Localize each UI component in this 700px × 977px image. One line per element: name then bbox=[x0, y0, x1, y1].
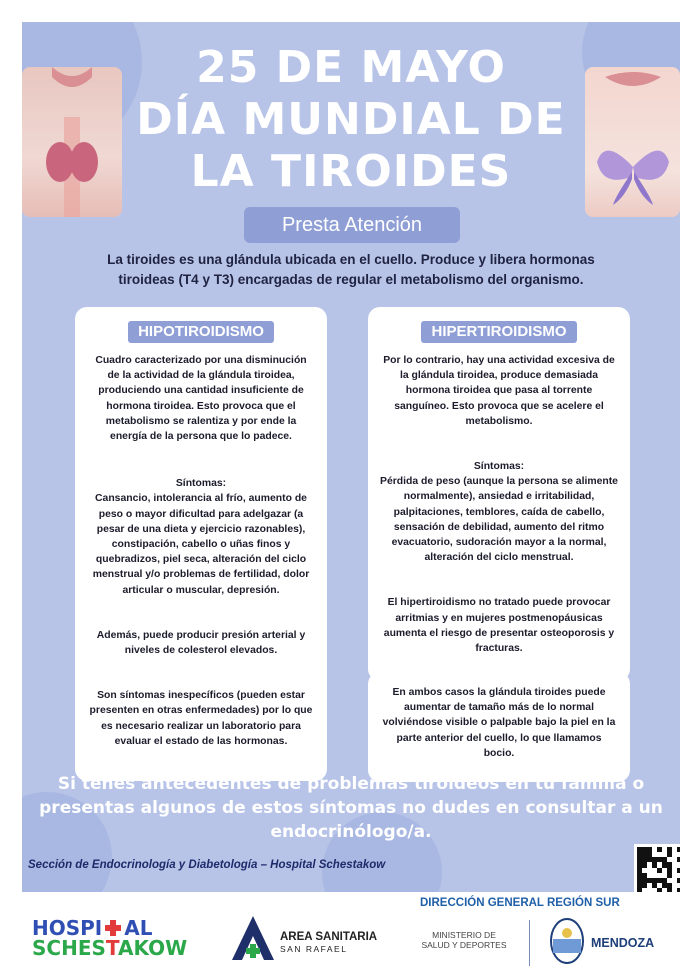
title-line: 25 DE MAYO bbox=[196, 42, 506, 93]
card-text: En ambos casos la glándula tiroides puede aumentar de tamaño más de lo normal volviéndose visible o palpable bajo la piel en la parte anterior del cuello, lo que llamamos bocio. bbox=[382, 687, 616, 759]
card-heading: HIPERTIROIDISMO bbox=[421, 321, 576, 343]
area-subtitle: SAN RAFAEL bbox=[280, 944, 348, 954]
title-line: DÍA MUNDIAL DE bbox=[136, 94, 566, 145]
card-description: Por lo contrario, hay una actividad excesiva de la glándula tiroidea, produce demasiada hormona tiroidea que pasa al torrente sanguíneo. Esto provoca que se acelere el metabolismo. bbox=[383, 355, 615, 427]
ministerio-line: SALUD Y DEPORTES bbox=[421, 940, 507, 950]
page-title bbox=[22, 42, 680, 198]
ministerio-label bbox=[418, 930, 510, 950]
attention-badge: Presta Atención bbox=[244, 207, 460, 243]
ministerio-line: MINISTERIO DE bbox=[432, 930, 496, 940]
hypothyroidism-card bbox=[75, 307, 327, 781]
divider bbox=[529, 920, 530, 966]
title-line: LA TIROIDES bbox=[190, 146, 512, 197]
hospital-logo: HOSPI AL SCHESTAKOW bbox=[32, 916, 188, 960]
region-title: DIRECCIÓN GENERAL REGIÓN SUR bbox=[420, 897, 620, 909]
area-sanitaria-logo bbox=[232, 916, 382, 962]
section-credit: Sección de Endocrinología y Diabetología – Hospital Schestakow bbox=[28, 859, 386, 871]
area-logo-icon bbox=[232, 916, 274, 960]
card-description: Cuadro caracterizado por una disminución de la actividad de la glándula tiroidea, produciendo una cantidad insuficiente de hormona tiroidea. Esto provoca que el metabolismo se ralentiza y por ende la energía de la persona que lo padece. bbox=[95, 355, 307, 443]
hyperthyroidism-card bbox=[368, 307, 630, 681]
hospital-logo-text: SCHES bbox=[32, 936, 106, 960]
symptoms-label: Síntomas: bbox=[473, 461, 525, 473]
symptoms-text: Cansancio, intolerancia al frío, aumento de peso o mayor dificultad para adelgazar (a pesar de una dieta y ejercicio razonables), constipación, cabello o uñas finos y quebradizos, piel seca, alteración del ciclo menstrual y/o problemas de fertilidad, dolor articular o muscular, depresión. bbox=[92, 493, 310, 596]
qr-code[interactable] bbox=[634, 844, 680, 892]
card-extra: El hipertiroidismo no tratado puede provocar arritmias y en mujeres postmenopáusicas aumenta el riesgo de presentar osteoporosis y fracturas. bbox=[383, 597, 615, 655]
hospital-logo-text: HOSPI bbox=[32, 916, 103, 940]
card-heading: HIPOTIROIDISMO bbox=[128, 321, 274, 343]
intro-text: La tiroides es una glándula ubicada en el cuello. Produce y libera hormonas tiroideas (T4 y T3) encargadas de regular el metabolismo del organismo. bbox=[107, 252, 595, 287]
hospital-logo-text: AL bbox=[124, 916, 153, 940]
hospital-logo-text: AKOW bbox=[117, 936, 188, 960]
goiter-card bbox=[368, 672, 630, 782]
poster bbox=[22, 22, 680, 892]
symptoms-text: Pérdida de peso (aunque la persona se alimente normalmente), ansiedad e irritabilidad, palpitaciones, temblores, caída de cabello, sensación de debilidad, aumento del ritmo evacuatorio, sudoración mayor a la normal, alteración del ciclo menstrual. bbox=[380, 476, 618, 564]
coat-of-arms-icon bbox=[549, 917, 585, 965]
symptoms-label: Síntomas: bbox=[175, 478, 227, 490]
card-note: Son síntomas inespecíficos (pueden estar presenten en otras enfermedades) por lo que es necesario realizar un laboratorio para evaluar el estado de las hormonas. bbox=[89, 690, 313, 747]
medical-cross-icon bbox=[102, 918, 124, 938]
call-to-action: Si tenes antecedentes de problemas tiroideos en tu familia o presentas algunos de estos síntomas no dudes en consultar a un endocrinólogo/a. bbox=[39, 774, 663, 842]
card-extra: Además, puede producir presión arterial y niveles de colesterol elevados. bbox=[96, 629, 306, 657]
province-name: MENDOZA bbox=[591, 936, 655, 950]
area-title: AREA SANITARIA bbox=[280, 931, 378, 943]
